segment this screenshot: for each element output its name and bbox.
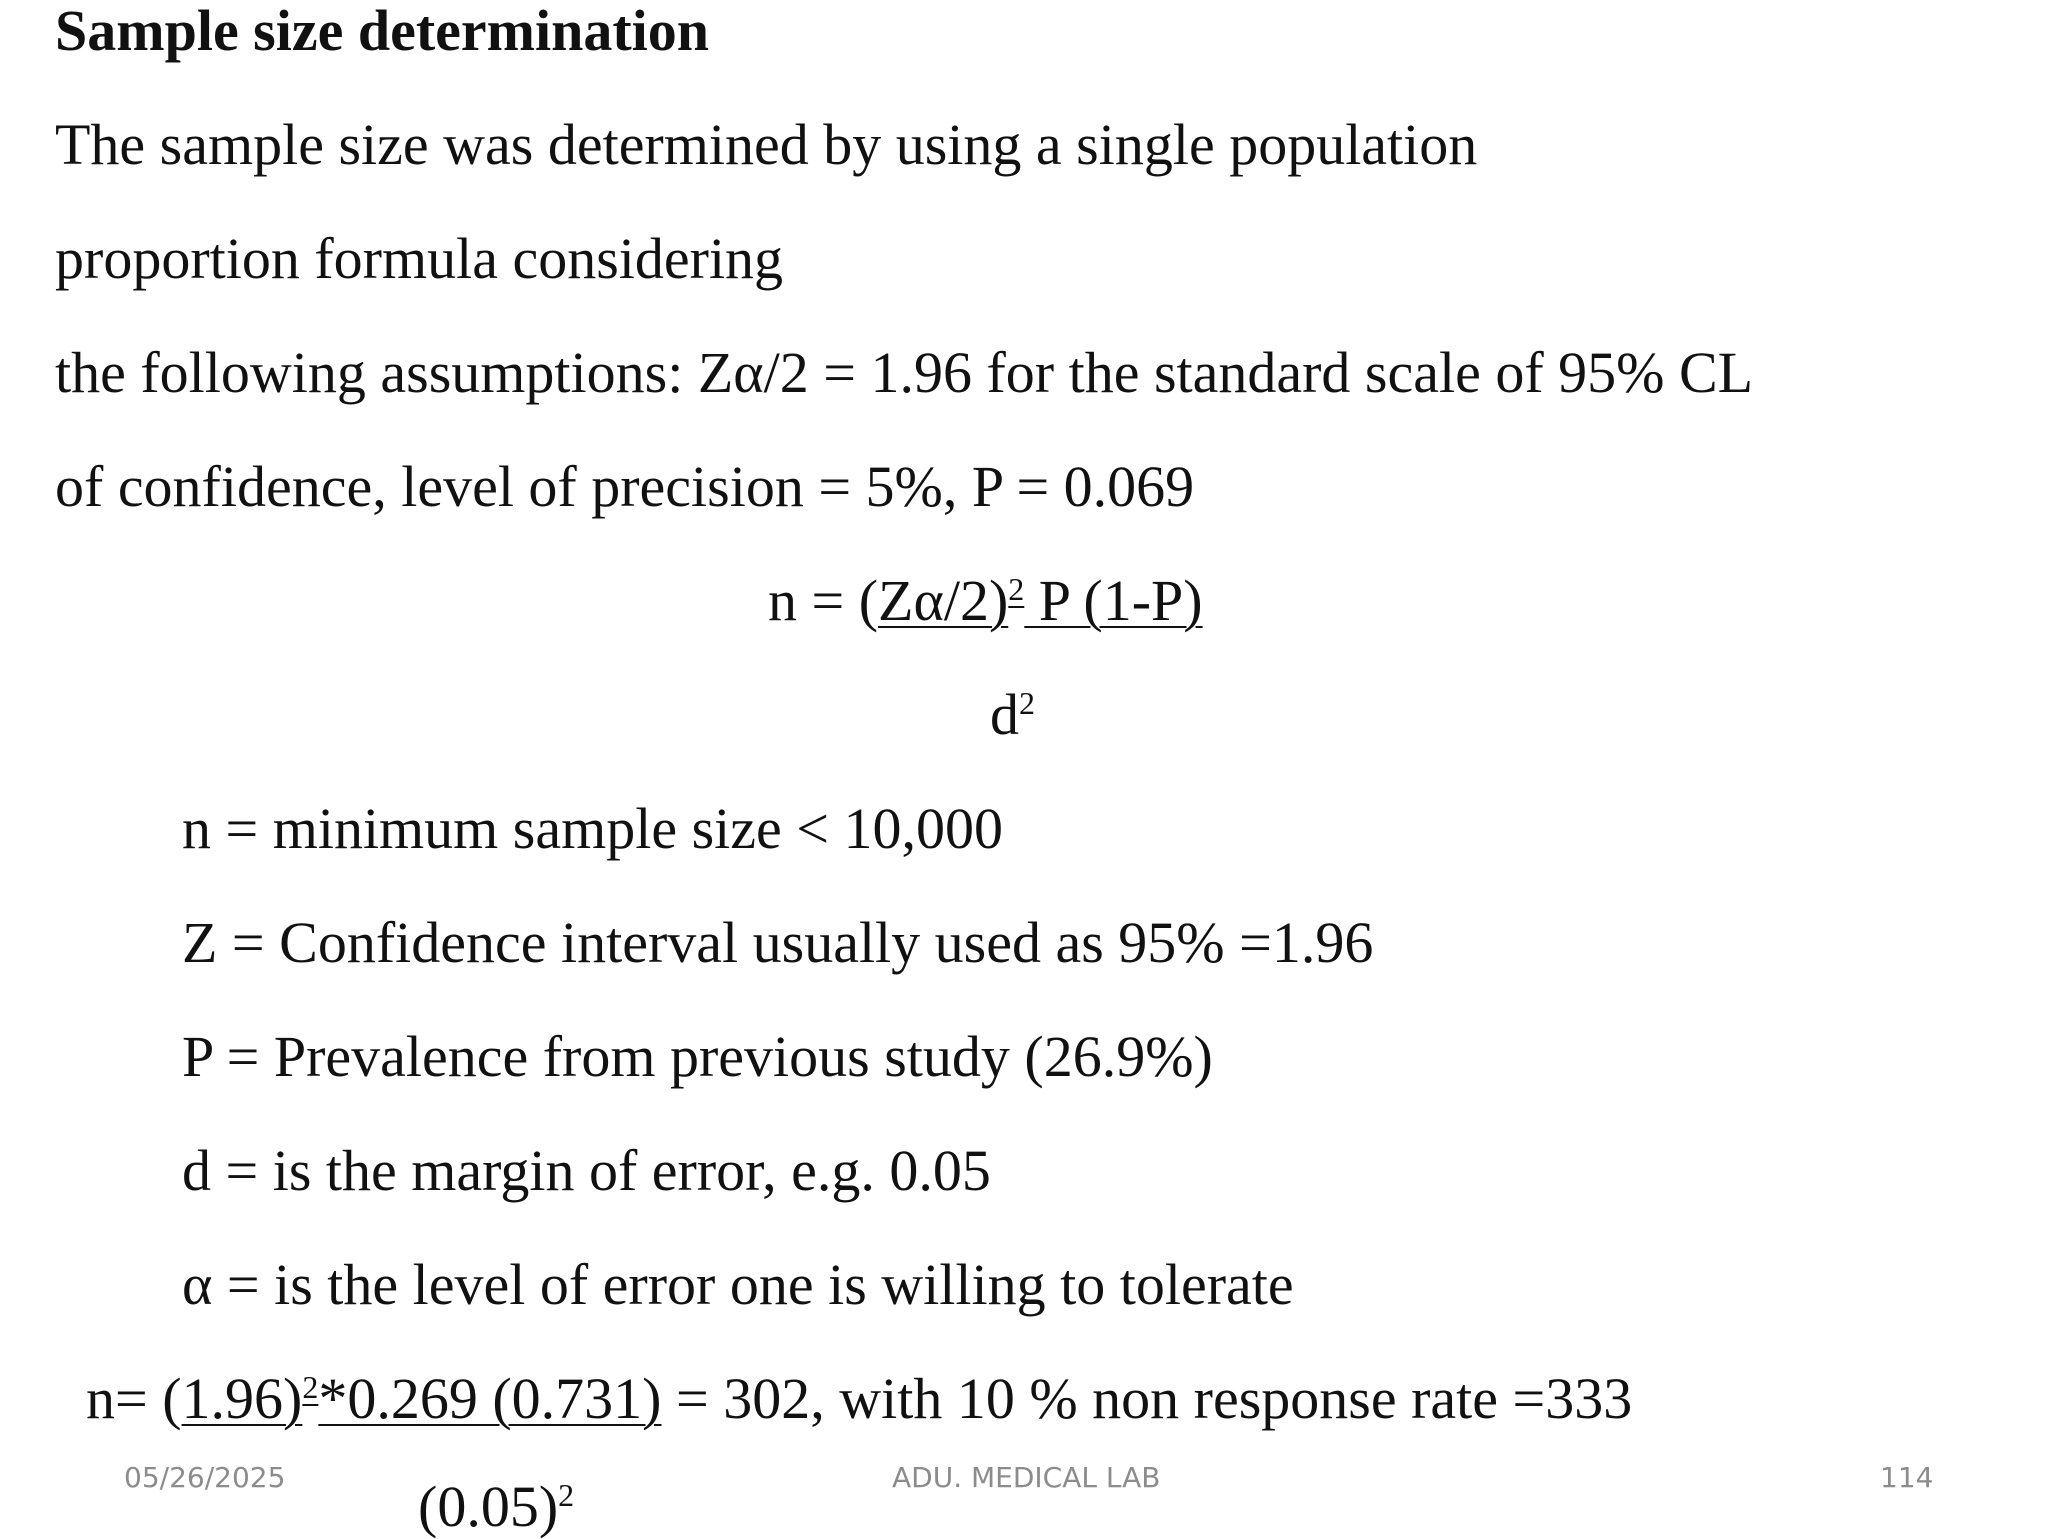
calc-z-exponent: 2 [302,1369,319,1405]
footer-center-text: ADU. MEDICAL LAB [892,1461,1161,1494]
definition-z: Z = Confidence interval usually used as 95% =1.96 [182,910,1374,975]
formula-z-term: Zα/2) [878,568,1009,633]
definition-d: d = is the margin of error, e.g. 0.05 [182,1138,991,1203]
formula-p-term: P (1-P) [1024,568,1203,633]
formula-denominator-base: d [990,682,1019,747]
formula-numerator [768,568,1203,633]
calc-lhs: n= ( [86,1366,182,1431]
calc-z-value: 1.96) [181,1366,303,1431]
intro-line-2: proportion formula considering [55,226,784,291]
intro-line-3: the following assumptions: Zα/2 = 1.96 for the standard scale of 95% CL [55,340,1754,405]
definition-alpha: α = is the level of error one is willing to tolerate [182,1252,1294,1317]
footer-date: 05/26/2025 [124,1461,286,1494]
slide-title: Sample size determination [55,0,710,63]
intro-line-4: of confidence, level of precision = 5%, P = 0.069 [55,454,1195,519]
calc-denominator-exponent: 2 [558,1477,575,1513]
calc-numerator-rest: *0.269 (0.731) [318,1366,662,1431]
calc-denominator-base: (0.05) [418,1474,559,1539]
calc-result: = 302, with 10 % non response rate =333 [661,1366,1633,1431]
definition-p: P = Prevalence from previous study (26.9%) [182,1024,1213,1089]
formula-denominator-exponent: 2 [1019,685,1035,721]
intro-line-1: The sample size was determined by using a single population [55,112,1478,177]
formula-z-exponent: 2 [1008,571,1025,607]
formula-denominator [990,682,1035,747]
footer-page-number: 114 [1880,1461,1934,1494]
calculation-numerator [86,1366,1633,1431]
definition-n: n = minimum sample size < 10,000 [182,796,1003,861]
calculation-denominator [418,1474,575,1539]
formula-lhs: n = ( [768,568,879,633]
